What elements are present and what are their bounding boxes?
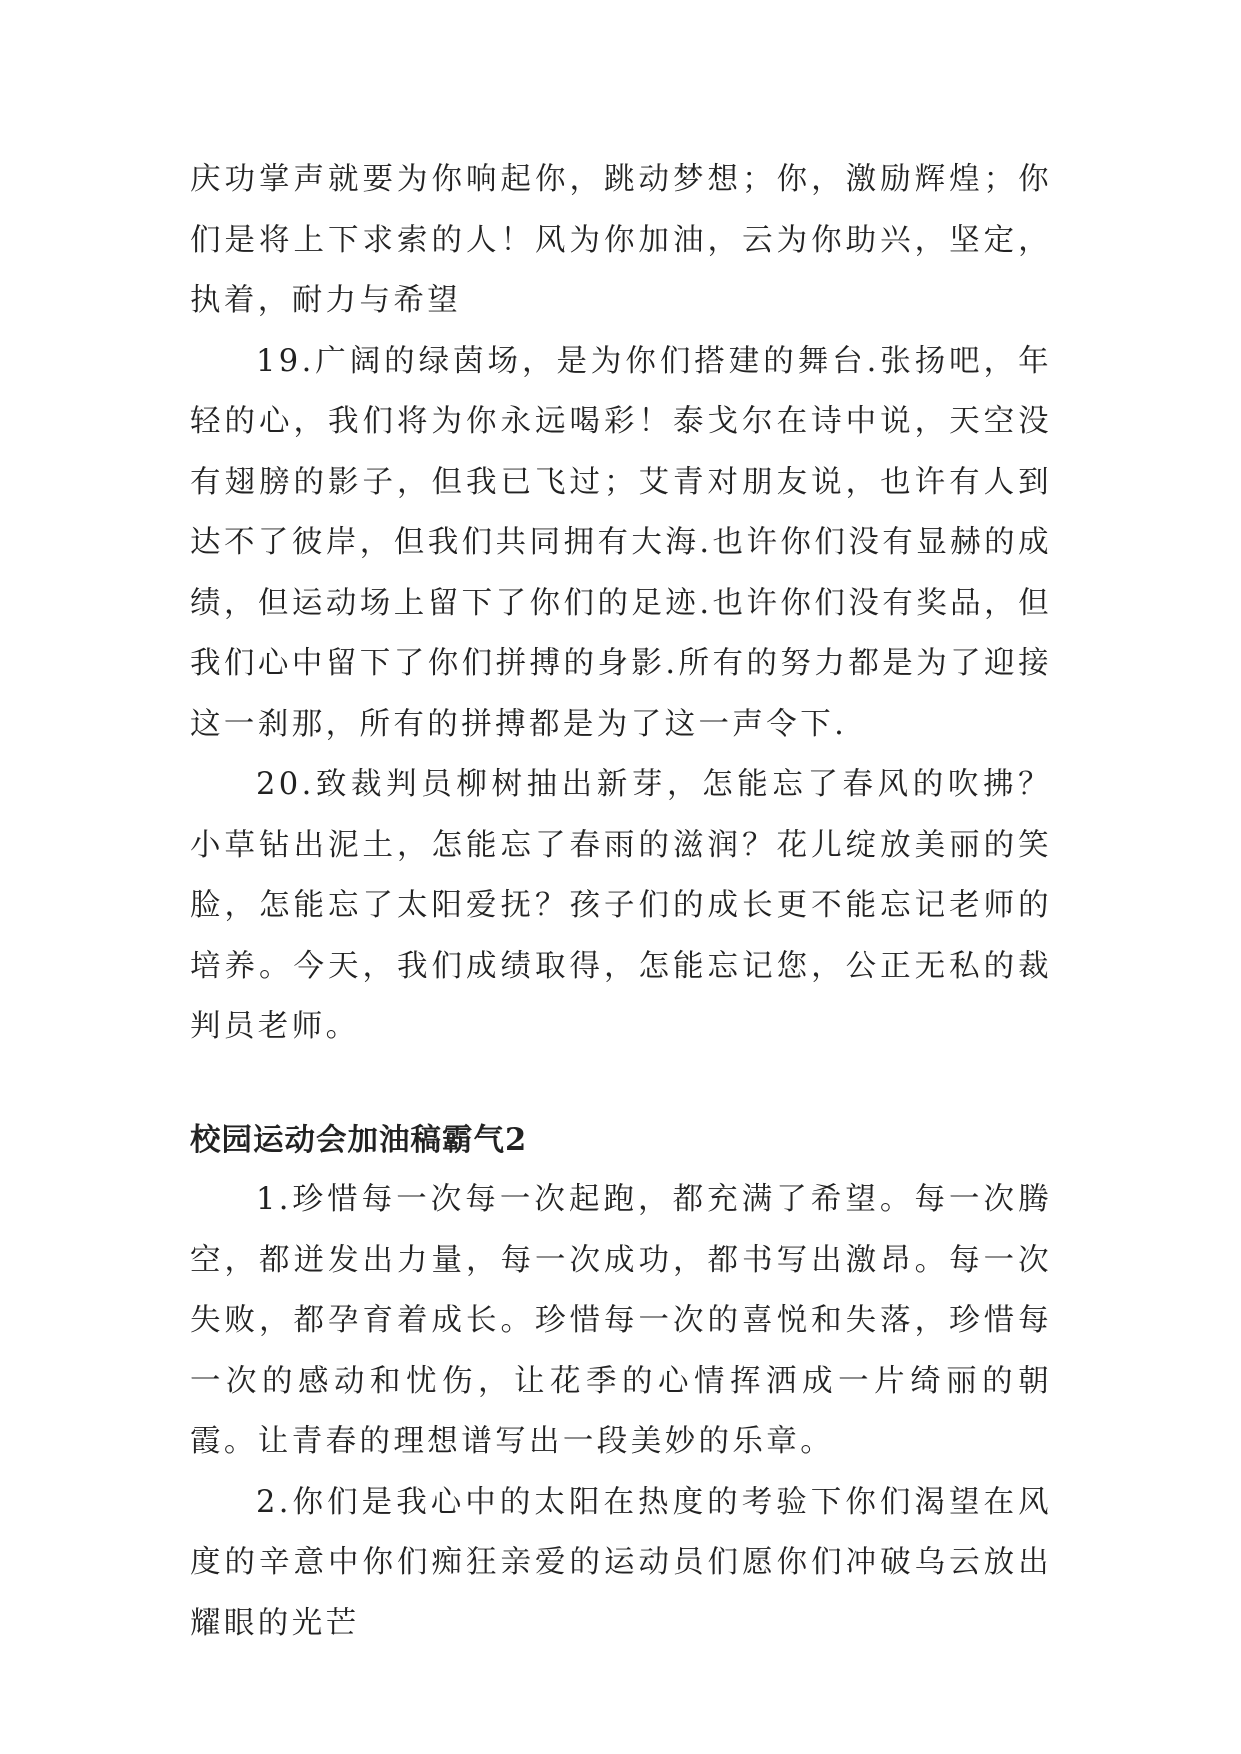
paragraph-item-2: 2.你们是我心中的太阳在热度的考验下你们渴望在风度的辛意中你们痴狂亲爱的运动员们愿你们冲破乌云放出耀眼的光芒 (190, 1484, 1052, 1641)
paragraph-cheer-continuation: 庆功掌声就要为你响起你，跳动梦想；你，激励辉煌；你们是将上下求索的人！风为你加油，云为你助兴，坚定，执着，耐力与希望 (190, 162, 1052, 318)
paragraph-item-1: 1.珍惜每一次每一次起跑，都充满了希望。每一次腾空，都迸发出力量，每一次成功，都书写出激昂。每一次失败，都孕育着成长。珍惜每一次的喜悦和失落，珍惜每一次的感动和忧伤，让花季的心情挥洒成一片绮丽的朝霞。让青春的理想谱写出一段美妙的乐章。 (190, 1182, 1052, 1459)
section-heading: 校园运动会加油稿霸气2 (190, 1121, 528, 1158)
document-body (190, 150, 1052, 1654)
paragraph-item-19: 19.广阔的绿茵场，是为你们搭建的舞台.张扬吧，年轻的心，我们将为你永远喝彩！泰戈尔在诗中说，天空没有翅膀的影子，但我已飞过；艾青对朋友说，也许有人到达不了彼岸，但我们共同拥有大海.也许你们没有显赫的成绩，但运动场上留下了你们的足迹.也许你们没有奖品，但我们心中留下了你们拼搏的身影.所有的努力都是为了迎接这一刹那，所有的拼搏都是为了这一声令下. (190, 343, 1052, 742)
paragraph-item-20: 20.致裁判员柳树抽出新芽，怎能忘了春风的吹拂？小草钻出泥土，怎能忘了春雨的滋润？花儿绽放美丽的笑脸，怎能忘了太阳爱抚？孩子们的成长更不能忘记老师的培养。今天，我们成绩取得，怎能忘记您，公正无私的裁判员老师。 (190, 767, 1052, 1044)
